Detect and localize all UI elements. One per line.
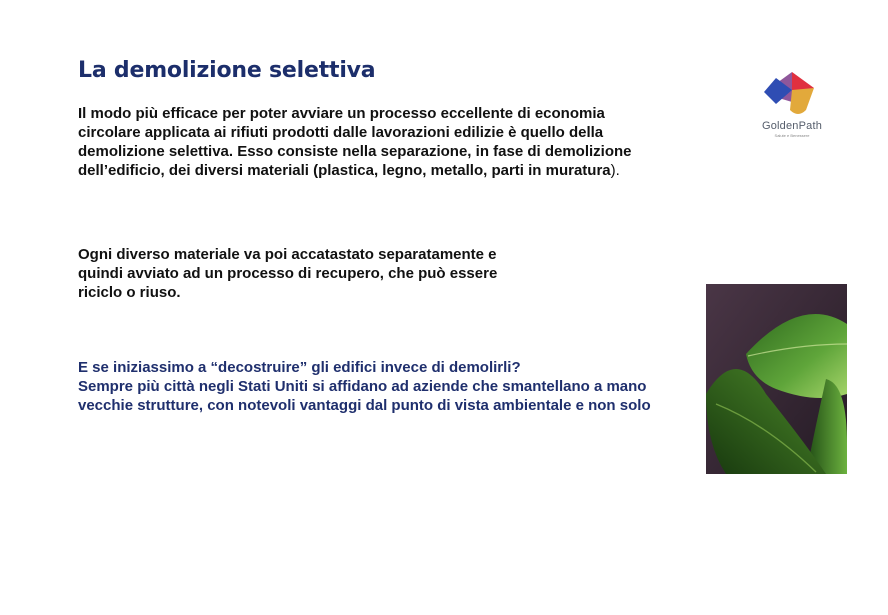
logo-tagline: Salute e Benessere [774,133,810,138]
goldenpath-logo [752,70,832,140]
paragraph-selective-demolition [78,104,653,180]
logo-name: GoldenPath [761,120,823,132]
goldenpath-logo-icon [762,70,822,120]
paragraph-recovery: Ogni diverso materiale va poi accatastato separatamente e quindi avviato ad un processo di recupero, che può essere riciclo o riuso. [78,246,498,301]
paragraph-deconstruction [78,358,678,415]
green-leaves-photo [706,284,847,474]
deconstruction-question: E se iniziassimo a “decostruire” gli edifici invece di demolirli? [78,359,521,376]
paragraph-1-suffix: ). [610,162,620,179]
deconstruction-text: Sempre più città negli Stati Uniti si affidano ad aziende che smantellano a mano vecchie strutture, con notevoli vantaggi dal punto di vista ambientale e non solo [78,378,651,414]
paragraph-1-text: Il modo più efficace per poter avviare un processo eccellente di economia circolare applicata ai rifiuti prodotti dalle lavorazioni edilizie è quello della demolizione selettiva. Esso consiste nella separazione, in fase di demolizione dell’edificio, dei diversi materiali (plastica, legno, metallo, parti in muratura [78,105,632,179]
leaves-illustration [706,284,847,474]
slide-title: La demolizione selettiva [78,58,376,83]
